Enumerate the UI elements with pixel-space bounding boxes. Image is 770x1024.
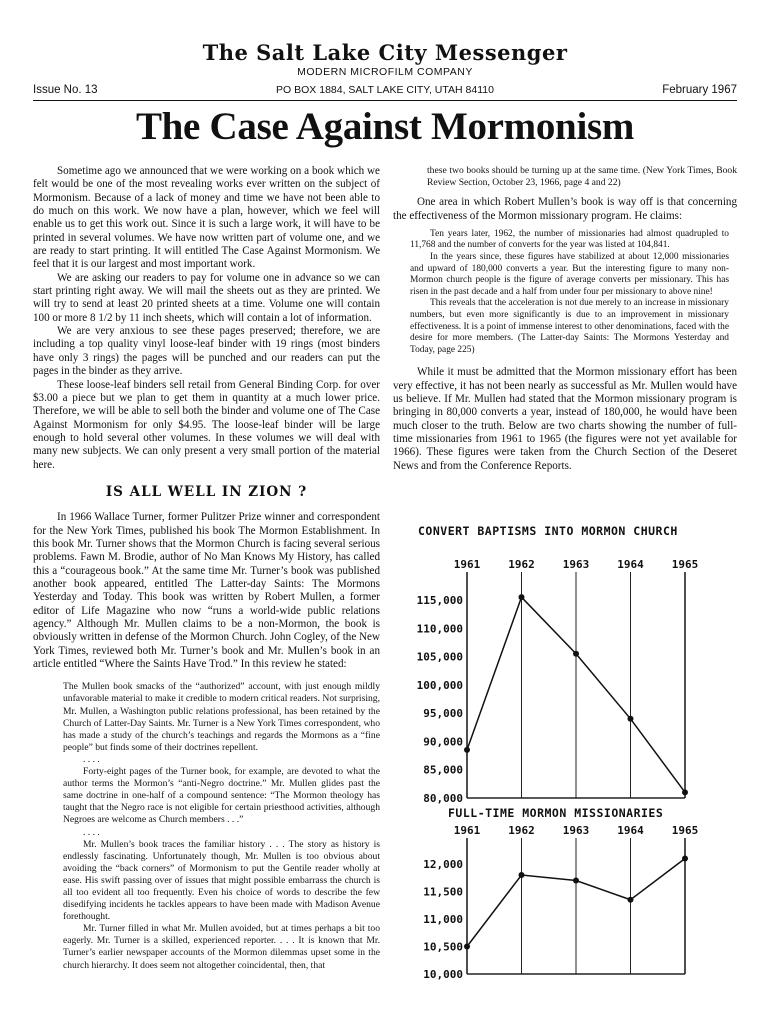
x-tick-label: 1962: [508, 824, 535, 837]
paragraph: Sometime ago we announced that we were working on a book which we felt would be one of the most revealing works ever written on the subject of Mormonism. Because of a lack of money and time we have not been able to do much on this work. We now have a plan, however, which we feel will enable us to get this work out. Since it is such a large work, it will have to be printed in several volumes. We have now written part of volume one, and we are ready to start printing. It will entitled The Case Against Mormonism. We feel that it is our largest and most important work.: [33, 165, 380, 271]
issue-date: February 1967: [662, 84, 737, 96]
x-tick-label: 1961: [453, 558, 481, 571]
quote-continuation: [427, 165, 737, 189]
paragraph: We are asking our readers to pay for volume one in advance so we can start printing right away. We will mail the sheets out as they are printed. We will try to send at least 20 printed sheets at a time. Volume one will contain 100 or more 8 1/2 by 11 inch sheets, which will contain a lot of information.: [33, 271, 380, 324]
masthead: The Salt Lake City Messenger: [202, 40, 568, 65]
quote-paragraph: Forty-eight pages of the Turner book, for example, are devoted to what the author terms the Mormon’s “anti-Negro doctrine.” Mr. Mullen glides past the same doctrine in one-half of a compound sentence: “The Mormon theology has taught that the Negro race is not eligible for certain priesthood activities, although Negroes are welcome as Church members . . .”: [63, 766, 380, 826]
quote-paragraph: Mr. Turner filled in what Mr. Mullen avoided, but at times perhaps a bit too eagerly. Mr. Turner is a skilled, experienced reporter. . . . It is known that Mr. Turner’s earlier newspaper accounts of the Mormon dilemmas upset some in the church hierarchy. It does seem not altogether coincidental, then, that: [63, 923, 380, 971]
paragraph: In 1966 Wallace Turner, former Pulitzer Prize winner and correspondent for the New York Times, published his book The Mormon Establishment. In this book Mr. Turner shows that the Mormon Church is facing several serious problems. Fawn M. Brodie, author of No Man Knows My History, has called this a “courageous book.” At the same time Mr. Turner’s book was published another book appeared, entitled The Latter-day Saints: The Mormons Yesterday and Today. This book was written by Robert Mullen, a former editor of Life Magazine who now “runs a world-wide public relations agency.” Although Mr. Mullen claims to be a non-Mormon, the book is obviously written in defense of the Mormon Church. John Cogley, of the New York Times, reviewed both Mr. Turner’s book and Mr. Mullen’s book in an article entitled “Where the Saints Have Trod.” In this review he stated:: [33, 511, 380, 671]
y-tick-label: 10,000: [423, 968, 463, 980]
y-tick-label: 11,500: [423, 885, 463, 899]
data-point: [682, 856, 688, 862]
y-tick-label: 90,000: [423, 735, 463, 749]
paragraph: One area in which Robert Mullen’s book is way off is that concerning the effectiveness of the Mormon missionary program. He claims:: [393, 196, 737, 222]
paragraph: While it must be admitted that the Mormon missionary effort has been very effective, it has not been nearly as successful as Mr. Mullen would have us believe. If Mr. Mullen had stated that the Mormon missionary program is bringing in 80,000 converts a year, instead of 180,000, he would have been much closer to the truth. Below are two charts showing the number of full-time missionaries from 1961 to 1965 (the figures were not yet available for 1966). These figures were taken from the Church Section of the Deseret News and from the Conference Reports.: [393, 366, 737, 472]
right-column: [393, 165, 737, 473]
data-point: [519, 594, 525, 600]
quote-paragraph: This reveals that the acceleration is not due merely to an increase in missionary numbers, but even more significantly is due to an improvement in missionary effectiveness. It is a point of immense interest to other denominations, faced with the desire for more members. (The Latter-day Saints: The Mormons Yesterday and Today, page 225): [410, 298, 729, 355]
data-point: [519, 872, 525, 878]
quote-ellipsis: . . . .: [83, 753, 100, 765]
x-tick-label: 1962: [508, 558, 535, 571]
y-tick-label: 110,000: [416, 622, 463, 636]
x-tick-label: 1965: [671, 558, 699, 571]
data-point: [464, 747, 470, 753]
y-tick-label: 100,000: [416, 678, 463, 692]
y-tick-label: 12,000: [423, 858, 463, 871]
y-tick-label: 95,000: [423, 707, 463, 721]
missionaries-chart: [393, 818, 737, 980]
address: PO BOX 1884, SALT LAKE CITY, UTAH 84110: [276, 84, 494, 96]
chart-title-baptisms: CONVERT BAPTISMS INTO MORMON CHURCH: [418, 524, 678, 538]
y-tick-label: 80,000: [423, 792, 463, 804]
quote-ellipsis: . . . .: [83, 826, 100, 838]
data-point: [573, 878, 579, 884]
paragraph: We are very anxious to see these pages preserved; therefore, we are including a top quality vinyl loose-leaf binder with 19 rings (most binders have only 3 rings) the pages will be punched and our readers can put the pages in the binder as they arrive.: [33, 325, 380, 378]
x-tick-label: 1963: [562, 558, 590, 571]
y-tick-label: 85,000: [423, 763, 463, 777]
x-tick-label: 1964: [617, 558, 644, 571]
x-tick-label: 1965: [671, 824, 699, 837]
data-point: [682, 789, 688, 795]
chart-title-missionaries: FULL-TIME MORMON MISSIONARIES: [448, 806, 664, 820]
paragraph: These loose-leaf binders sell retail from General Binding Corp. for over $3.00 a piece but we plan to get them in quantity at a much lower price. Therefore, we will be able to sell both the binder and volume one of The Case Against Mormonism for only $4.95. The loose-leaf binder will be large enough to hold several other volumes. In these volumes we will deal with many new subjects. We can only present a very small portion of the material here.: [33, 378, 380, 471]
x-tick-label: 1964: [617, 824, 644, 837]
header-rule: [33, 100, 737, 101]
left-column: [33, 165, 380, 972]
issue-number: Issue No. 13: [33, 84, 98, 96]
x-tick-label: 1961: [453, 824, 481, 837]
company-name: MODERN MICROFILM COMPANY: [297, 66, 473, 78]
quote-paragraph: The Mullen book smacks of the “authorized” account, with just enough mildly unfavorable material to make it credible to modern critical readers. Not surprising, Mr. Mullen, a Washington public relations professional, has been retained by the Church of Latter-Day Saints. Mr. Turner is a New York Times correspondent, who has made a study of the church’s teachings and regards the Mormons as a “fine people” but finds some of their doctrines repellent.: [63, 681, 380, 753]
section-heading: IS ALL WELL IN ZION ?: [105, 483, 308, 500]
y-tick-label: 11,000: [423, 913, 463, 926]
data-point: [628, 897, 634, 903]
data-point: [628, 716, 634, 722]
x-tick-label: 1963: [562, 824, 590, 837]
y-tick-label: 115,000: [416, 594, 463, 607]
mullen-quote: [410, 229, 729, 357]
quote-paragraph: these two books should be turning up at the same time. (New York Times, Book Review Section, October 23, 1966, page 4 and 22): [427, 165, 737, 189]
y-tick-label: 10,500: [423, 940, 463, 954]
data-point: [573, 651, 579, 657]
data-point: [464, 944, 470, 950]
baptisms-chart: [393, 548, 737, 804]
headline: The Case Against Mormonism: [135, 105, 635, 148]
y-tick-label: 105,000: [416, 650, 463, 664]
review-quote: [63, 681, 380, 971]
quote-paragraph: Ten years later, 1962, the number of missionaries had almost quadrupled to 11,768 and the number of converts for the year was listed at 104,841.: [410, 228, 729, 251]
quote-paragraph: Mr. Mullen’s book traces the familiar history . . . The story as history is endlessly fascinating. Unfortunately though, Mr. Mullen is too obvious about avoiding the “back corners” of Mormonism to put the Gentile reader wholly at ease. His swift passing over of issues that might possible embarrass the church is all too evident all too frequently. Even his choice of words to describe the few disedifying incidents he tackles appears to have been made with Madison Avenue forethought.: [63, 838, 380, 923]
quote-paragraph: In the years since, these figures have stabilized at about 12,000 missionaries and upward of 180,000 converts a year. But the interesting figure to many non-Mormon church people is the figure of average converts per missionary. This has risen in the past decade and a half from under four per missionary to above nine!: [410, 252, 729, 297]
